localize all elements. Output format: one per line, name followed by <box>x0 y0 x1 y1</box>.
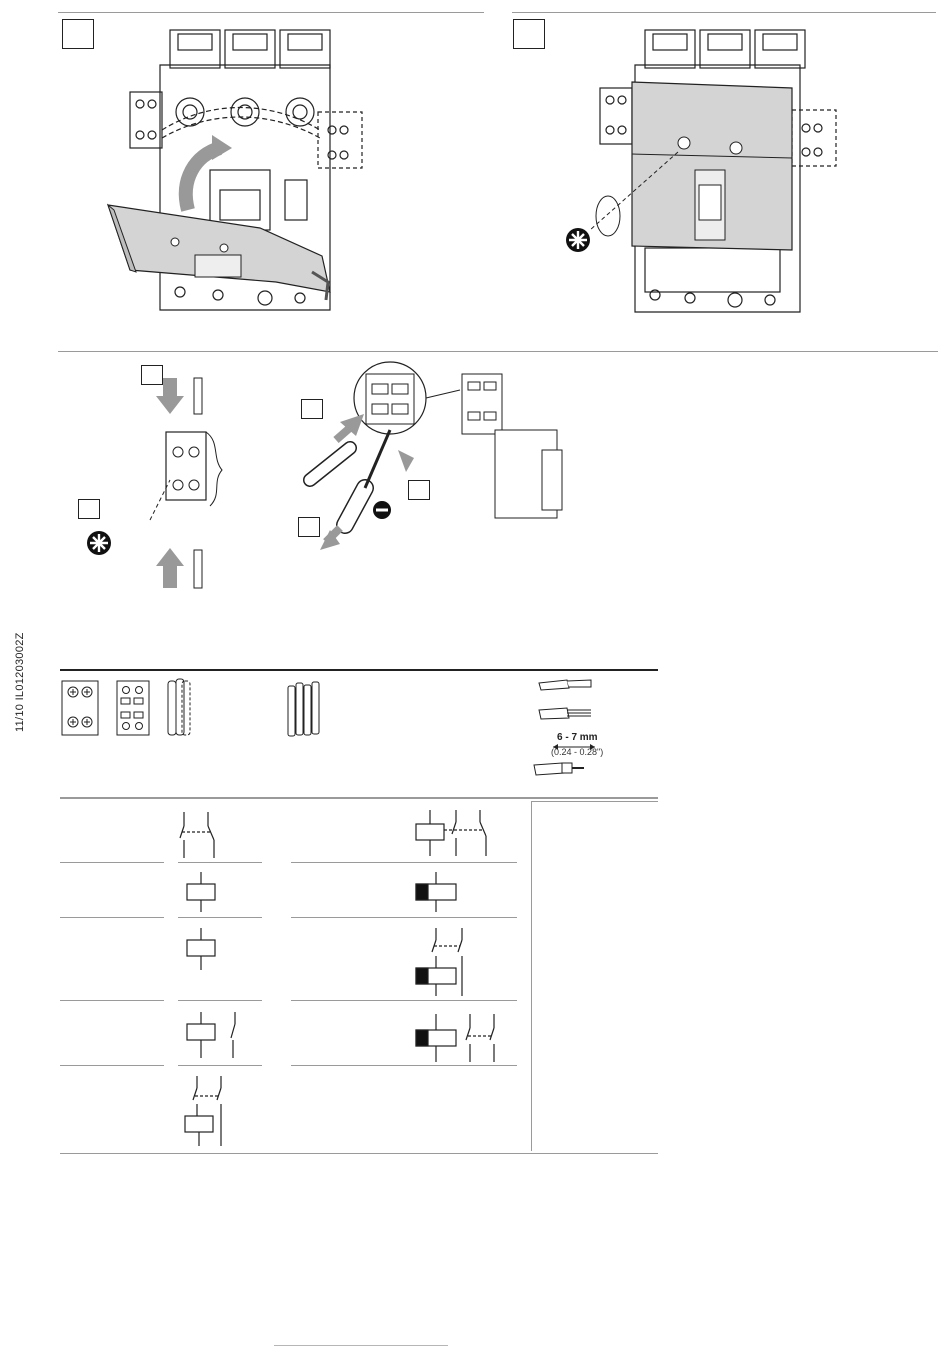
row-rule-1a <box>60 862 164 863</box>
phillips-screwdriver-icon <box>565 227 591 253</box>
part-aux-block-2-terminal <box>61 680 99 736</box>
row-rule-2a <box>60 917 164 918</box>
terminal-wiring-illustration <box>290 360 590 550</box>
symbol-coil <box>185 870 217 914</box>
row-rule-3a <box>60 1000 164 1001</box>
breaker-cover-closed-illustration <box>560 20 850 330</box>
strip-length-in: (0.24 - 0.28") <box>551 747 604 757</box>
symbol-undervoltage-contacts <box>414 924 470 998</box>
symbol-undervoltage-two-contacts <box>414 1010 504 1064</box>
symbol-coil-2 <box>185 926 217 972</box>
symbol-table-divider <box>531 801 532 1151</box>
symbol-contacts-with-coil <box>183 1072 233 1148</box>
part-wire-stranded <box>537 704 593 722</box>
aux-contact-mount-illustration <box>150 370 250 600</box>
part-aux-block-4-terminal <box>116 680 150 736</box>
bottom-link-line <box>274 1345 448 1346</box>
parts-table-top-rule <box>60 669 658 671</box>
symbol-coil-no-contact <box>185 1008 241 1062</box>
symbol-nc-no-contacts <box>178 808 228 860</box>
top-rule-right <box>512 12 936 13</box>
symbol-undervoltage-coil <box>414 870 460 914</box>
row-rule-1c <box>291 862 517 863</box>
part-spacer-dashed <box>166 677 192 739</box>
row-rule-3c <box>291 1000 517 1001</box>
section-rule <box>58 351 938 352</box>
step-box-2 <box>513 19 545 49</box>
part-wire-solid <box>537 676 593 692</box>
row-rule-2b <box>178 917 262 918</box>
symbol-table-right-col-top <box>531 801 658 802</box>
top-rule-left <box>58 12 484 13</box>
part-wire-ferrule <box>532 756 588 778</box>
breaker-cover-open-illustration <box>100 20 340 330</box>
part-pins <box>286 680 322 738</box>
step-box-4 <box>78 499 100 519</box>
flat-screwdriver-icon <box>372 500 392 520</box>
symbol-coil-contacts <box>414 806 494 858</box>
row-rule-4a <box>60 1065 164 1066</box>
row-rule-4b <box>178 1065 262 1066</box>
row-rule-3b <box>178 1000 262 1001</box>
row-rule-2c <box>291 917 517 918</box>
row-rule-4c <box>291 1065 517 1066</box>
symbol-table-bottom <box>60 1153 658 1154</box>
phillips-screwdriver-icon-2 <box>86 530 112 556</box>
strip-length-mm: 6 - 7 mm <box>557 732 598 743</box>
document-id: 11/10 IL01203002Z <box>14 632 26 732</box>
row-rule-1b <box>178 862 262 863</box>
step-box-1 <box>62 19 94 49</box>
parts-table-bottom-rule <box>60 797 658 799</box>
